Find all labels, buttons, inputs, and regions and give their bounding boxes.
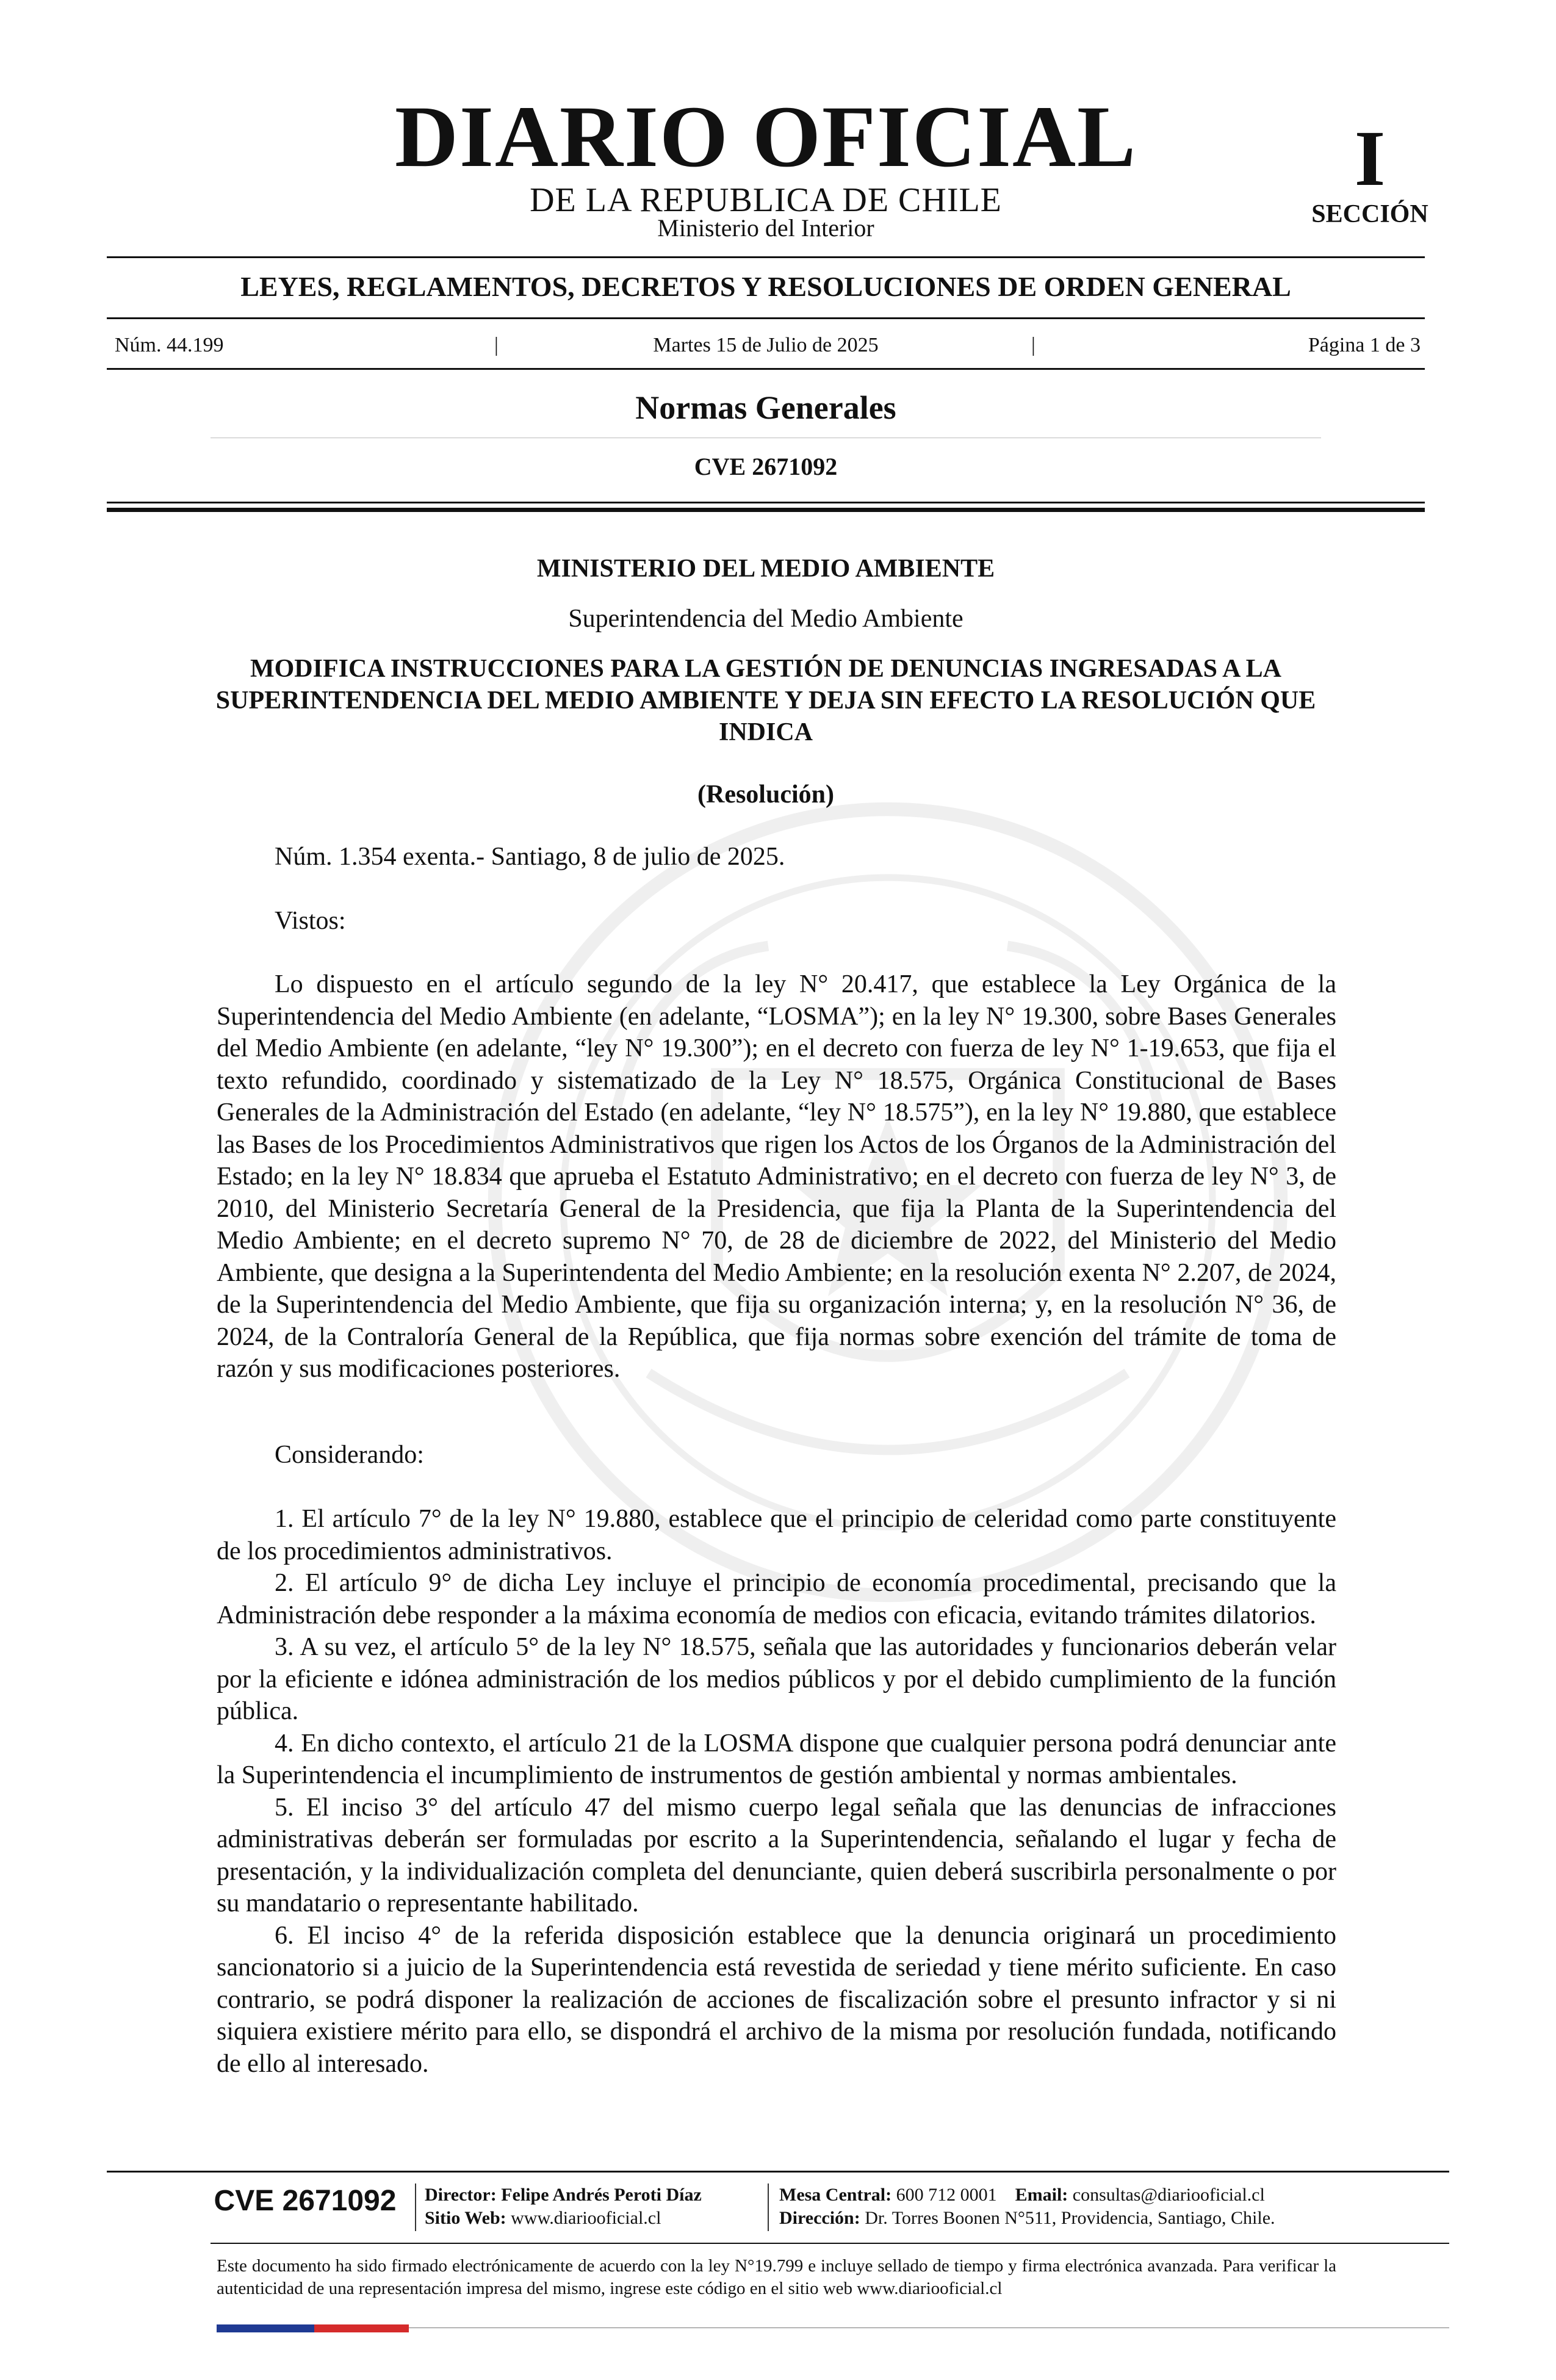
website-label: Sitio Web:	[425, 2208, 506, 2228]
considerando-list	[217, 1503, 1336, 2080]
considerando-item: 2. El artículo 9° de dicha Ley incluye el principio de economía procedimental, precisando que la Administración debe responder a la máxima economía de medios con eficacia, evitando trámites dilatorios.	[217, 1569, 1336, 1629]
considerando-item: 1. El artículo 7° de la ley N° 19.880, establece que el principio de celeridad como parte constituyente de los procedimientos administrativos.	[217, 1505, 1336, 1565]
flag-stripe-blue	[217, 2324, 314, 2332]
masthead-title: DIARIO OFICIAL	[394, 88, 1137, 186]
cve-code: CVE 2671092	[694, 453, 838, 480]
double-rule-top	[107, 502, 1425, 503]
document-title: MODIFICA INSTRUCCIONES PARA LA GESTIÓN DE DENUNCIAS INGRESADAS A LA SUPERINTENDENCIA DEL MEDIO AMBIENTE Y DEJA SIN EFECTO LA RESOLUCIÓN QUE INDICA	[215, 655, 1316, 746]
email-label: Email:	[1015, 2185, 1068, 2205]
header-rule-middle	[107, 317, 1425, 319]
issue-separator-left: |	[494, 334, 499, 356]
header-rule-top	[107, 256, 1425, 258]
address-label: Dirección:	[779, 2208, 860, 2228]
header-rule-bottom	[107, 368, 1425, 370]
signature-note: Este documento ha sido firmado electrónicamente de acuerdo con la ley N°19.799 e incluye sellado de tiempo y firma electrónica avanzada. Para verificar la autenticidad de una representación impresa del mismo, ingrese este código en el sitio web www.diariooficial.cl	[217, 2256, 1336, 2298]
considerando-item: 5. El inciso 3° del artículo 47 del mismo cuerpo legal señala que las denuncias de infracciones administrativas deberán ser formuladas por escrito a la Superintendencia, señalando el lugar y fecha de presentación, y la individualización completa del denunciante, quien deberá suscribirla personalmente o por su mandatario o representante habilitado.	[217, 1793, 1336, 1917]
phone-number: 600 712 0001	[896, 2185, 997, 2205]
double-rule-bottom	[107, 508, 1425, 512]
website-link[interactable]: www.diariooficial.cl	[511, 2208, 661, 2228]
footer-rule-middle	[211, 2243, 1449, 2244]
section-heading: Normas Generales	[635, 389, 896, 426]
address-text: Dr. Torres Boonen N°511, Providencia, Santiago, Chile.	[865, 2208, 1275, 2228]
resolution-number: Núm. 1.354 exenta.- Santiago, 8 de julio de 2025.	[275, 843, 785, 871]
considerando-item: 4. En dicho contexto, el artículo 21 de la LOSMA dispone que cualquier persona podrá denunciar ante la Superintendencia el incumplimiento de instrumentos de gestión ambiental y normas ambientales.	[217, 1729, 1336, 1789]
issuing-service: Superintendencia del Medio Ambiente	[568, 605, 963, 633]
footer-rule-top	[107, 2171, 1449, 2173]
considerando-item: 6. El inciso 4° de la referida disposición establece que la denuncia originará un procedimiento sancionatorio si a juicio de la Superintendencia está revestida de seriedad y tiene mérito suficiente. En caso contrario, se podrá disponer la realización de acciones de fiscalización sobre el presunto infractor y si ni siquiera existiere mérito para ello, se dispondrá el archivo de la misma por resolución fundada, notificando de ello al interesado.	[217, 1921, 1336, 2078]
page-indicator: Página 1 de 3	[1308, 334, 1421, 356]
email-link[interactable]: consultas@diariooficial.cl	[1072, 2185, 1265, 2205]
masthead-subtitle: DE LA REPUBLICA DE CHILE	[530, 181, 1002, 219]
flag-stripe-red	[314, 2324, 409, 2332]
category-band: LEYES, REGLAMENTOS, DECRETOS Y RESOLUCIONES DE ORDEN GENERAL	[240, 271, 1291, 302]
director-label: Director:	[425, 2185, 497, 2205]
vistos-heading: Vistos:	[275, 907, 346, 935]
masthead-ministry: Ministerio del Interior	[657, 214, 874, 242]
considerando-heading: Considerando:	[275, 1441, 424, 1469]
footer-separator-1	[415, 2183, 416, 2231]
issue-separator-right: |	[1031, 334, 1036, 356]
document-kind: (Resolución)	[697, 781, 834, 809]
footer-separator-2	[768, 2183, 769, 2231]
issue-date: Martes 15 de Julio de 2025	[653, 334, 879, 356]
issuing-ministry: MINISTERIO DEL MEDIO AMBIENTE	[536, 555, 995, 583]
vistos-paragraph: Lo dispuesto en el artículo segundo de la ley N° 20.417, que establece la Ley Orgánica de la Superintendencia del Medio Ambiente (en adelante, “LOSMA”); en la ley N° 19.300, sobre Bases Generales del Medio Ambiente (en adelante, “ley N° 19.300”); en el decreto con fuerza de ley N° 1-19.653, que fija el texto refundido, coordinado y sistematizado de la Ley N° 18.575, Orgánica Constitucional de Bases Generales de la Administración del Estado (en adelante, “ley N° 18.575”), en la ley N° 19.880, que establece las Bases de los Procedimientos Administrativos que rigen los Actos de los Órganos de la Administración del Estado; en la ley N° 18.834 que aprueba el Estatuto Administrativo; en el decreto con fuerza de ley N° 3, de 2010, del Ministerio Secretaría General de la Presidencia, que fija la Planta de la Superintendencia del Medio Ambiente; en el decreto supremo N° 70, de 28 de diciembre de 2022, del Ministerio del Medio Ambiente, que designa a la Superintendenta del Medio Ambiente; en la resolución exenta N° 2.207, de 2024, de la Superintendencia del Medio Ambiente, que fija su organización interna; y, en la resolución N° 36, de 2024, de la Contraloría General de la República, que fija normas sobre exención del trámite de toma de razón y sus modificaciones posteriores.	[217, 970, 1336, 1383]
section-number: I	[1354, 115, 1386, 203]
considerando-item: 3. A su vez, el artículo 5° de la ley N° 18.575, señala que las autoridades y funcionarios deberán velar por la eficiente e idónea administración de los medios públicos y por el debido cumplimiento de la función pública.	[217, 1633, 1336, 1725]
section-label: SECCIÓN	[1311, 200, 1428, 228]
director-name: Felipe Andrés Peroti Díaz	[501, 2185, 702, 2205]
footer-contact-right	[779, 2183, 1275, 2230]
footer-cve-code: CVE 2671092	[214, 2185, 397, 2217]
issue-number: Núm. 44.199	[115, 334, 224, 356]
footer-contact-left	[425, 2183, 702, 2230]
phone-label: Mesa Central:	[779, 2185, 892, 2205]
